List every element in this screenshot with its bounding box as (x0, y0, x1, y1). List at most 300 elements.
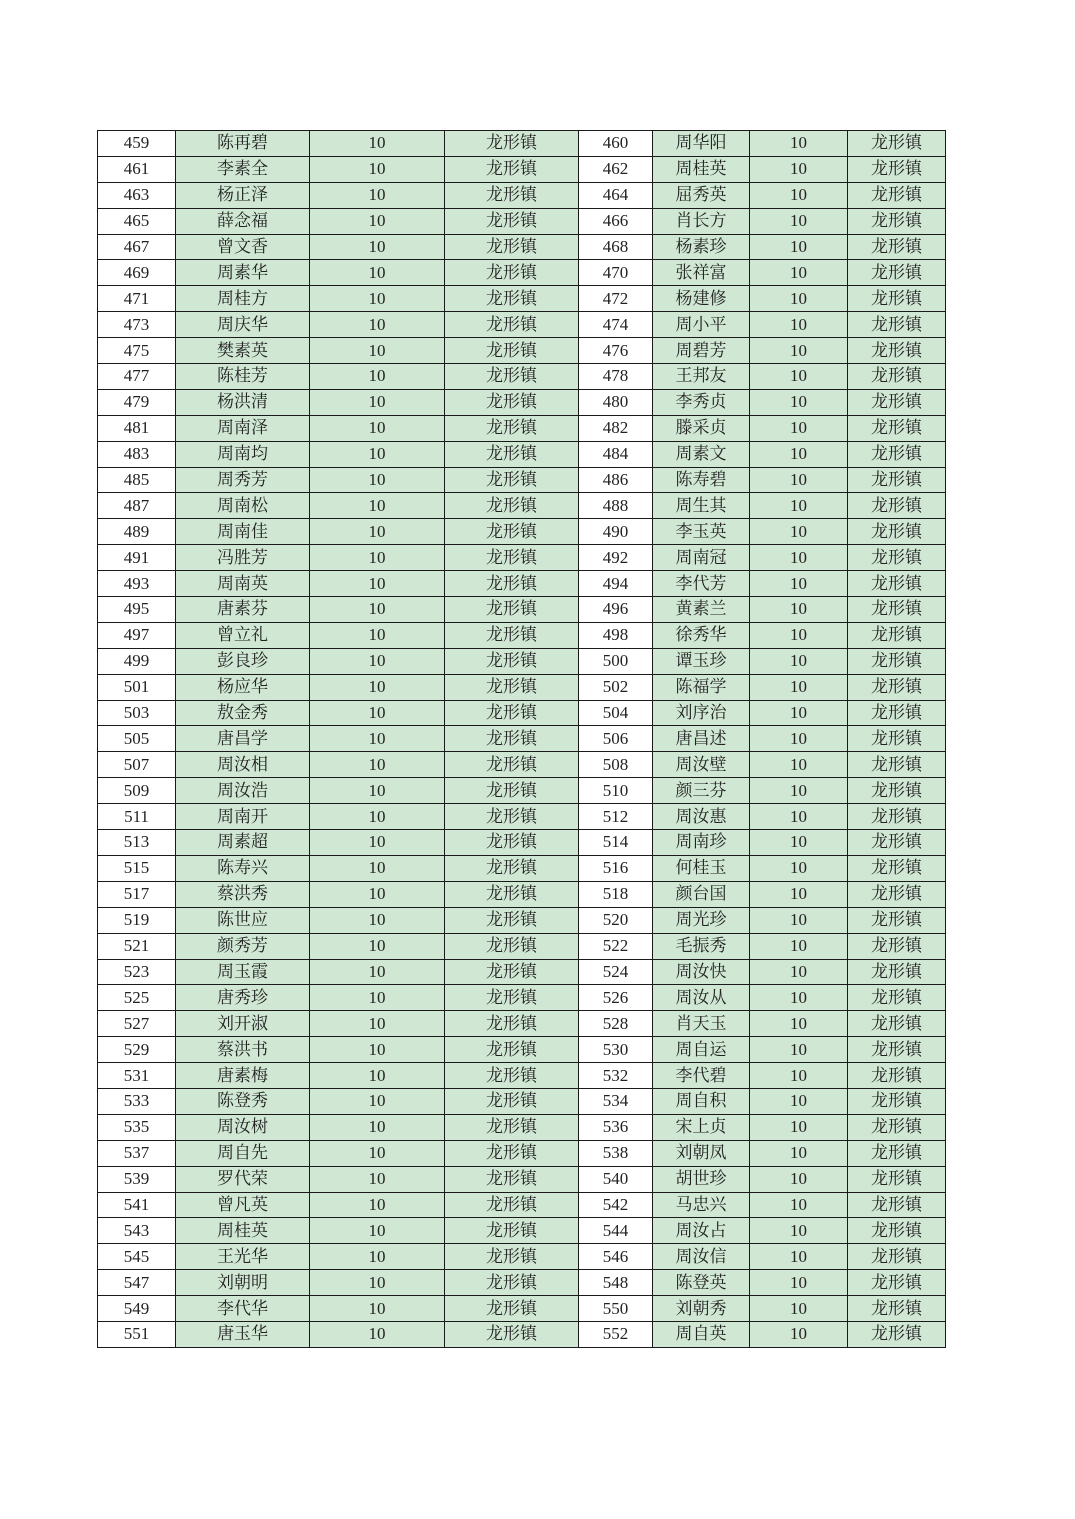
right-entry-name: 颜台国 (653, 881, 750, 907)
left-entry-amount: 10 (310, 881, 445, 907)
right-entry-number: 460 (579, 131, 653, 157)
left-entry-number: 545 (98, 1244, 176, 1270)
table-row (98, 855, 946, 881)
left-entry-name: 曾凡英 (176, 1192, 310, 1218)
right-entry-town: 龙形镇 (848, 571, 946, 597)
left-entry-town: 龙形镇 (445, 208, 579, 234)
left-entry-town: 龙形镇 (445, 519, 579, 545)
right-entry-amount: 10 (750, 907, 848, 933)
left-entry-number: 519 (98, 907, 176, 933)
left-entry-town: 龙形镇 (445, 597, 579, 623)
right-entry-town: 龙形镇 (848, 545, 946, 571)
right-entry-amount: 10 (750, 1063, 848, 1089)
left-entry-town: 龙形镇 (445, 312, 579, 338)
right-entry-town: 龙形镇 (848, 1244, 946, 1270)
right-entry-amount: 10 (750, 156, 848, 182)
left-entry-amount: 10 (310, 467, 445, 493)
left-entry-number: 473 (98, 312, 176, 338)
left-entry-name: 周南英 (176, 571, 310, 597)
left-entry-name: 曾立礼 (176, 622, 310, 648)
right-entry-number: 522 (579, 933, 653, 959)
right-entry-town: 龙形镇 (848, 881, 946, 907)
left-entry-number: 459 (98, 131, 176, 157)
left-entry-town: 龙形镇 (445, 648, 579, 674)
table-row (98, 338, 946, 364)
left-entry-town: 龙形镇 (445, 933, 579, 959)
right-entry-town: 龙形镇 (848, 830, 946, 856)
right-entry-amount: 10 (750, 1011, 848, 1037)
right-entry-amount: 10 (750, 959, 848, 985)
left-entry-number: 509 (98, 778, 176, 804)
left-entry-name: 颜秀芳 (176, 933, 310, 959)
left-entry-number: 501 (98, 674, 176, 700)
left-entry-name: 王光华 (176, 1244, 310, 1270)
table-row (98, 778, 946, 804)
right-entry-number: 542 (579, 1192, 653, 1218)
right-entry-amount: 10 (750, 855, 848, 881)
left-entry-name: 陈再碧 (176, 131, 310, 157)
right-entry-name: 张祥富 (653, 260, 750, 286)
left-entry-name: 周南泽 (176, 415, 310, 441)
left-entry-town: 龙形镇 (445, 1192, 579, 1218)
right-entry-amount: 10 (750, 441, 848, 467)
right-entry-number: 530 (579, 1037, 653, 1063)
right-entry-name: 周素文 (653, 441, 750, 467)
table-row (98, 830, 946, 856)
right-entry-amount: 10 (750, 338, 848, 364)
right-entry-number: 550 (579, 1296, 653, 1322)
left-entry-number: 499 (98, 648, 176, 674)
left-entry-town: 龙形镇 (445, 1037, 579, 1063)
right-entry-number: 548 (579, 1270, 653, 1296)
right-entry-number: 534 (579, 1088, 653, 1114)
left-entry-name: 周南松 (176, 493, 310, 519)
left-entry-number: 513 (98, 830, 176, 856)
left-entry-name: 刘开淑 (176, 1011, 310, 1037)
left-entry-amount: 10 (310, 131, 445, 157)
roster-body (98, 131, 946, 1348)
right-entry-amount: 10 (750, 545, 848, 571)
table-row (98, 933, 946, 959)
right-entry-amount: 10 (750, 726, 848, 752)
right-entry-name: 王邦友 (653, 364, 750, 390)
left-entry-town: 龙形镇 (445, 441, 579, 467)
left-entry-town: 龙形镇 (445, 726, 579, 752)
right-entry-town: 龙形镇 (848, 1088, 946, 1114)
left-entry-amount: 10 (310, 804, 445, 830)
left-entry-town: 龙形镇 (445, 338, 579, 364)
right-entry-town: 龙形镇 (848, 1011, 946, 1037)
left-entry-number: 547 (98, 1270, 176, 1296)
left-entry-town: 龙形镇 (445, 1296, 579, 1322)
right-entry-amount: 10 (750, 364, 848, 390)
left-entry-town: 龙形镇 (445, 985, 579, 1011)
right-entry-number: 520 (579, 907, 653, 933)
right-entry-amount: 10 (750, 1088, 848, 1114)
right-entry-town: 龙形镇 (848, 208, 946, 234)
right-entry-name: 刘朝凤 (653, 1140, 750, 1166)
left-entry-name: 冯胜芳 (176, 545, 310, 571)
left-entry-name: 唐素梅 (176, 1063, 310, 1089)
right-entry-name: 毛振秀 (653, 933, 750, 959)
left-entry-amount: 10 (310, 260, 445, 286)
right-entry-number: 468 (579, 234, 653, 260)
right-entry-amount: 10 (750, 415, 848, 441)
left-entry-number: 475 (98, 338, 176, 364)
left-entry-number: 489 (98, 519, 176, 545)
right-entry-town: 龙形镇 (848, 674, 946, 700)
left-entry-name: 曾文香 (176, 234, 310, 260)
right-entry-number: 508 (579, 752, 653, 778)
left-entry-amount: 10 (310, 1192, 445, 1218)
table-row (98, 1270, 946, 1296)
left-entry-name: 周玉霞 (176, 959, 310, 985)
right-entry-name: 周汝占 (653, 1218, 750, 1244)
left-entry-number: 465 (98, 208, 176, 234)
table-row (98, 1037, 946, 1063)
left-entry-name: 周素超 (176, 830, 310, 856)
right-entry-number: 514 (579, 830, 653, 856)
right-entry-name: 滕采贞 (653, 415, 750, 441)
left-entry-town: 龙形镇 (445, 1114, 579, 1140)
right-entry-amount: 10 (750, 622, 848, 648)
left-entry-amount: 10 (310, 907, 445, 933)
right-entry-amount: 10 (750, 312, 848, 338)
table-row (98, 700, 946, 726)
right-entry-number: 502 (579, 674, 653, 700)
right-entry-town: 龙形镇 (848, 389, 946, 415)
right-entry-number: 506 (579, 726, 653, 752)
right-entry-name: 周自运 (653, 1037, 750, 1063)
left-entry-town: 龙形镇 (445, 156, 579, 182)
right-entry-town: 龙形镇 (848, 907, 946, 933)
left-entry-town: 龙形镇 (445, 1011, 579, 1037)
left-entry-number: 537 (98, 1140, 176, 1166)
table-row (98, 415, 946, 441)
left-entry-amount: 10 (310, 855, 445, 881)
right-entry-name: 周华阳 (653, 131, 750, 157)
right-entry-name: 李玉英 (653, 519, 750, 545)
left-entry-town: 龙形镇 (445, 1140, 579, 1166)
left-entry-number: 551 (98, 1321, 176, 1347)
left-entry-amount: 10 (310, 1037, 445, 1063)
left-entry-amount: 10 (310, 312, 445, 338)
left-entry-number: 531 (98, 1063, 176, 1089)
left-entry-amount: 10 (310, 752, 445, 778)
right-entry-number: 466 (579, 208, 653, 234)
right-entry-name: 周汝信 (653, 1244, 750, 1270)
right-entry-amount: 10 (750, 493, 848, 519)
table-row (98, 131, 946, 157)
right-entry-town: 龙形镇 (848, 156, 946, 182)
right-entry-name: 肖天玉 (653, 1011, 750, 1037)
right-entry-number: 480 (579, 389, 653, 415)
left-entry-town: 龙形镇 (445, 1088, 579, 1114)
table-row (98, 1321, 946, 1347)
right-entry-town: 龙形镇 (848, 338, 946, 364)
right-entry-name: 周自英 (653, 1321, 750, 1347)
right-entry-town: 龙形镇 (848, 1140, 946, 1166)
left-entry-amount: 10 (310, 1063, 445, 1089)
table-row (98, 182, 946, 208)
right-entry-name: 周汝从 (653, 985, 750, 1011)
left-entry-number: 461 (98, 156, 176, 182)
right-entry-name: 唐昌述 (653, 726, 750, 752)
right-entry-number: 490 (579, 519, 653, 545)
right-entry-amount: 10 (750, 752, 848, 778)
left-entry-amount: 10 (310, 389, 445, 415)
right-entry-town: 龙形镇 (848, 778, 946, 804)
left-entry-town: 龙形镇 (445, 364, 579, 390)
left-entry-town: 龙形镇 (445, 1063, 579, 1089)
left-entry-town: 龙形镇 (445, 881, 579, 907)
right-entry-number: 540 (579, 1166, 653, 1192)
left-entry-number: 467 (98, 234, 176, 260)
right-entry-town: 龙形镇 (848, 622, 946, 648)
left-entry-town: 龙形镇 (445, 493, 579, 519)
right-entry-number: 544 (579, 1218, 653, 1244)
left-entry-amount: 10 (310, 1166, 445, 1192)
right-entry-number: 496 (579, 597, 653, 623)
right-entry-town: 龙形镇 (848, 855, 946, 881)
right-entry-town: 龙形镇 (848, 726, 946, 752)
table-row (98, 881, 946, 907)
right-entry-town: 龙形镇 (848, 312, 946, 338)
left-entry-town: 龙形镇 (445, 1218, 579, 1244)
table-row (98, 804, 946, 830)
left-entry-amount: 10 (310, 1114, 445, 1140)
left-entry-number: 525 (98, 985, 176, 1011)
table-row (98, 985, 946, 1011)
right-entry-town: 龙形镇 (848, 286, 946, 312)
left-entry-amount: 10 (310, 778, 445, 804)
right-entry-amount: 10 (750, 1166, 848, 1192)
right-entry-amount: 10 (750, 1037, 848, 1063)
table-row (98, 1140, 946, 1166)
right-entry-town: 龙形镇 (848, 1063, 946, 1089)
right-entry-number: 528 (579, 1011, 653, 1037)
left-entry-number: 485 (98, 467, 176, 493)
left-entry-number: 481 (98, 415, 176, 441)
left-entry-town: 龙形镇 (445, 131, 579, 157)
right-entry-number: 462 (579, 156, 653, 182)
right-entry-amount: 10 (750, 131, 848, 157)
right-entry-name: 徐秀华 (653, 622, 750, 648)
right-entry-name: 周光珍 (653, 907, 750, 933)
left-entry-number: 505 (98, 726, 176, 752)
right-entry-name: 李秀贞 (653, 389, 750, 415)
table-row (98, 1088, 946, 1114)
left-entry-amount: 10 (310, 1088, 445, 1114)
right-entry-name: 何桂玉 (653, 855, 750, 881)
left-entry-town: 龙形镇 (445, 1244, 579, 1270)
left-entry-town: 龙形镇 (445, 1321, 579, 1347)
left-entry-town: 龙形镇 (445, 907, 579, 933)
right-entry-name: 周桂英 (653, 156, 750, 182)
right-entry-number: 512 (579, 804, 653, 830)
right-entry-amount: 10 (750, 1244, 848, 1270)
right-entry-town: 龙形镇 (848, 131, 946, 157)
left-entry-name: 薛念福 (176, 208, 310, 234)
left-entry-amount: 10 (310, 674, 445, 700)
right-entry-amount: 10 (750, 648, 848, 674)
left-entry-name: 唐素芬 (176, 597, 310, 623)
left-entry-town: 龙形镇 (445, 467, 579, 493)
left-entry-town: 龙形镇 (445, 1270, 579, 1296)
left-entry-number: 495 (98, 597, 176, 623)
left-entry-amount: 10 (310, 1296, 445, 1322)
right-entry-name: 宋上贞 (653, 1114, 750, 1140)
left-entry-name: 陈寿兴 (176, 855, 310, 881)
left-entry-name: 蔡洪秀 (176, 881, 310, 907)
right-entry-name: 杨素珍 (653, 234, 750, 260)
left-entry-town: 龙形镇 (445, 752, 579, 778)
left-entry-name: 杨应华 (176, 674, 310, 700)
left-entry-amount: 10 (310, 415, 445, 441)
left-entry-amount: 10 (310, 182, 445, 208)
right-entry-amount: 10 (750, 597, 848, 623)
left-entry-number: 469 (98, 260, 176, 286)
left-entry-number: 529 (98, 1037, 176, 1063)
left-entry-name: 周南均 (176, 441, 310, 467)
left-entry-number: 527 (98, 1011, 176, 1037)
table-row (98, 286, 946, 312)
table-row (98, 364, 946, 390)
right-entry-town: 龙形镇 (848, 933, 946, 959)
right-entry-amount: 10 (750, 830, 848, 856)
right-entry-name: 周生其 (653, 493, 750, 519)
table-row (98, 1296, 946, 1322)
left-entry-number: 479 (98, 389, 176, 415)
left-entry-name: 敖金秀 (176, 700, 310, 726)
right-entry-name: 黄素兰 (653, 597, 750, 623)
right-entry-amount: 10 (750, 1140, 848, 1166)
right-entry-name: 刘序治 (653, 700, 750, 726)
right-entry-name: 肖长方 (653, 208, 750, 234)
right-entry-number: 518 (579, 881, 653, 907)
left-entry-amount: 10 (310, 1270, 445, 1296)
roster-table (97, 130, 946, 1348)
right-entry-name: 陈福学 (653, 674, 750, 700)
right-entry-amount: 10 (750, 1321, 848, 1347)
left-entry-town: 龙形镇 (445, 234, 579, 260)
right-entry-amount: 10 (750, 234, 848, 260)
right-entry-name: 刘朝秀 (653, 1296, 750, 1322)
left-entry-number: 549 (98, 1296, 176, 1322)
left-entry-number: 507 (98, 752, 176, 778)
right-entry-town: 龙形镇 (848, 493, 946, 519)
table-row (98, 597, 946, 623)
right-entry-name: 马忠兴 (653, 1192, 750, 1218)
left-entry-amount: 10 (310, 700, 445, 726)
table-row (98, 622, 946, 648)
table-row (98, 1166, 946, 1192)
left-entry-town: 龙形镇 (445, 855, 579, 881)
left-entry-name: 杨洪清 (176, 389, 310, 415)
right-entry-amount: 10 (750, 933, 848, 959)
left-entry-name: 李素全 (176, 156, 310, 182)
right-entry-town: 龙形镇 (848, 959, 946, 985)
table-row (98, 726, 946, 752)
right-entry-number: 510 (579, 778, 653, 804)
left-entry-name: 周桂英 (176, 1218, 310, 1244)
table-row (98, 389, 946, 415)
left-entry-town: 龙形镇 (445, 1166, 579, 1192)
left-entry-amount: 10 (310, 338, 445, 364)
right-entry-number: 526 (579, 985, 653, 1011)
left-entry-name: 陈登秀 (176, 1088, 310, 1114)
right-entry-number: 482 (579, 415, 653, 441)
right-entry-name: 杨建修 (653, 286, 750, 312)
right-entry-name: 颜三芬 (653, 778, 750, 804)
right-entry-number: 532 (579, 1063, 653, 1089)
table-row (98, 1244, 946, 1270)
right-entry-name: 周汝快 (653, 959, 750, 985)
left-entry-name: 周素华 (176, 260, 310, 286)
left-entry-town: 龙形镇 (445, 389, 579, 415)
right-entry-number: 498 (579, 622, 653, 648)
table-row (98, 648, 946, 674)
right-entry-amount: 10 (750, 881, 848, 907)
table-row (98, 907, 946, 933)
table-row (98, 208, 946, 234)
right-entry-amount: 10 (750, 1114, 848, 1140)
left-entry-number: 533 (98, 1088, 176, 1114)
left-entry-number: 493 (98, 571, 176, 597)
right-entry-town: 龙形镇 (848, 597, 946, 623)
right-entry-name: 陈寿碧 (653, 467, 750, 493)
right-entry-amount: 10 (750, 1218, 848, 1244)
left-entry-amount: 10 (310, 234, 445, 260)
right-entry-town: 龙形镇 (848, 467, 946, 493)
left-entry-town: 龙形镇 (445, 674, 579, 700)
right-entry-number: 484 (579, 441, 653, 467)
right-entry-town: 龙形镇 (848, 1114, 946, 1140)
right-entry-name: 周汝惠 (653, 804, 750, 830)
left-entry-name: 唐昌学 (176, 726, 310, 752)
left-entry-amount: 10 (310, 441, 445, 467)
left-entry-name: 陈桂芳 (176, 364, 310, 390)
right-entry-amount: 10 (750, 182, 848, 208)
left-entry-number: 497 (98, 622, 176, 648)
right-entry-amount: 10 (750, 804, 848, 830)
left-entry-amount: 10 (310, 493, 445, 519)
right-entry-name: 李代碧 (653, 1063, 750, 1089)
right-entry-name: 周南珍 (653, 830, 750, 856)
right-entry-town: 龙形镇 (848, 182, 946, 208)
left-entry-name: 罗代荣 (176, 1166, 310, 1192)
table-row (98, 1063, 946, 1089)
left-entry-town: 龙形镇 (445, 571, 579, 597)
left-entry-amount: 10 (310, 156, 445, 182)
right-entry-amount: 10 (750, 674, 848, 700)
right-entry-name: 周南冠 (653, 545, 750, 571)
left-entry-amount: 10 (310, 1218, 445, 1244)
right-entry-amount: 10 (750, 571, 848, 597)
right-entry-number: 464 (579, 182, 653, 208)
right-entry-number: 538 (579, 1140, 653, 1166)
right-entry-town: 龙形镇 (848, 519, 946, 545)
left-entry-number: 483 (98, 441, 176, 467)
left-entry-name: 周自先 (176, 1140, 310, 1166)
right-entry-number: 504 (579, 700, 653, 726)
right-entry-town: 龙形镇 (848, 648, 946, 674)
right-entry-town: 龙形镇 (848, 1218, 946, 1244)
left-entry-amount: 10 (310, 597, 445, 623)
left-entry-amount: 10 (310, 1321, 445, 1347)
right-entry-amount: 10 (750, 1192, 848, 1218)
right-entry-amount: 10 (750, 260, 848, 286)
